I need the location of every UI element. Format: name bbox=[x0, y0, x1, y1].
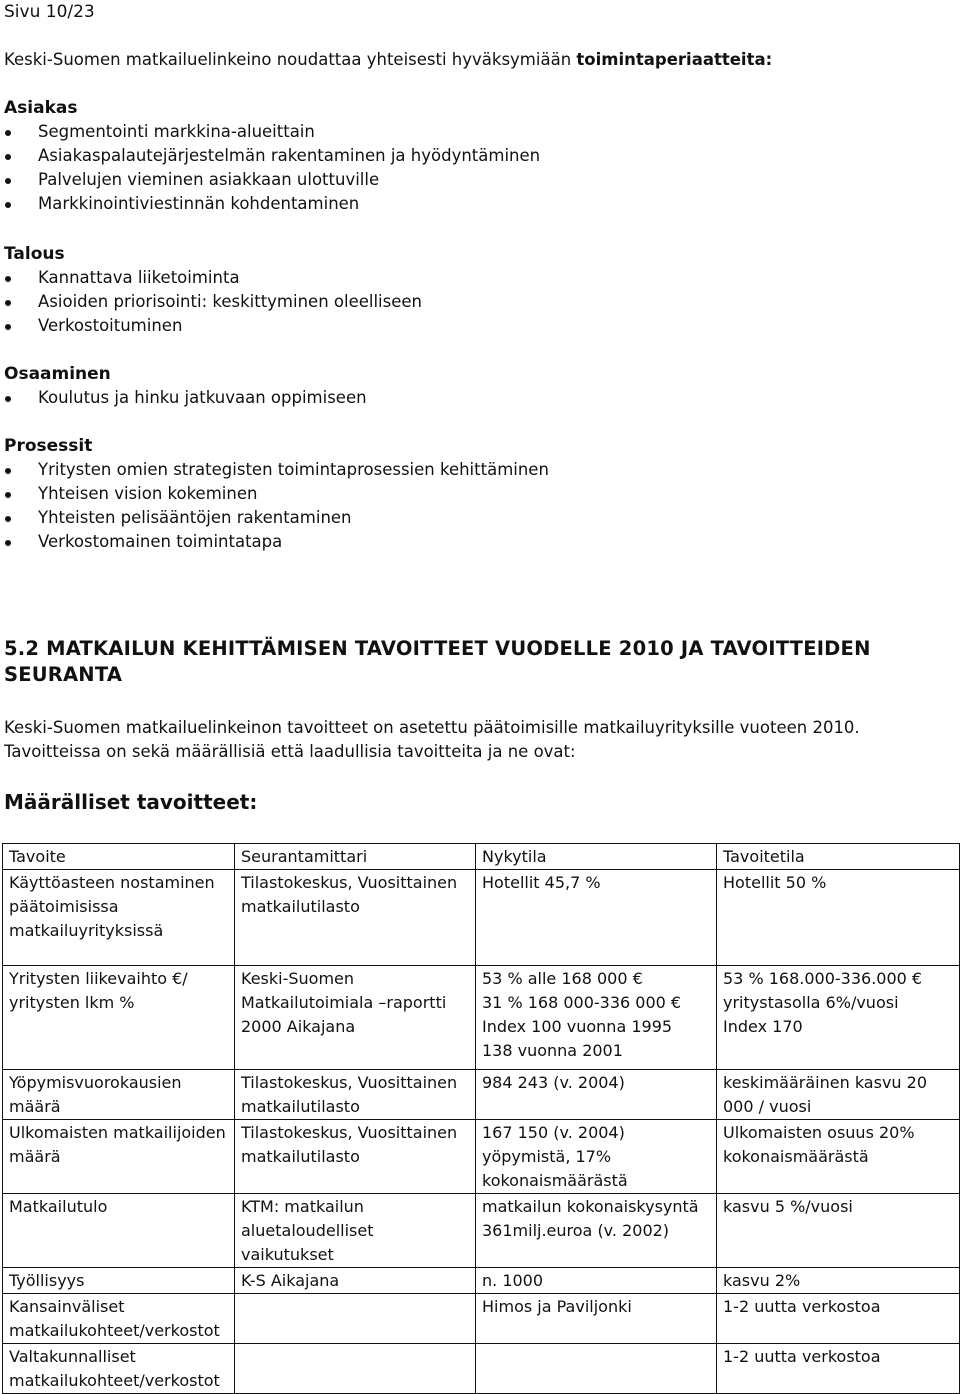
column-header: Seurantamittari bbox=[235, 844, 476, 870]
list-item: Asioiden priorisointi: keskittyminen oleelliseen bbox=[4, 290, 422, 314]
table-cell bbox=[476, 1344, 717, 1394]
table-cell: Yöpymisvuorokausien määrä bbox=[3, 1070, 235, 1120]
list-item: Palvelujen vieminen asiakkaan ulottuville bbox=[4, 168, 540, 192]
table-cell: Valtakunnalliset matkailukohteet/verkostot bbox=[3, 1344, 235, 1394]
column-header: Nykytila bbox=[476, 844, 717, 870]
table-cell: Käyttöasteen nostaminen päätoimisissa matkailuyrityksissä bbox=[3, 870, 235, 966]
table-row bbox=[3, 1268, 960, 1294]
body-paragraph: Keski-Suomen matkailuelinkeinon tavoitteet on asetettu päätoimisille matkailuyrityksille vuoteen 2010. Tavoitteissa on sekä määrällisiä että laadullisia tavoitteita ja ne ovat: bbox=[4, 718, 860, 761]
list-item: Yhteisten pelisääntöjen rakentaminen bbox=[4, 506, 549, 530]
list-item: Markkinointiviestinnän kohdentaminen bbox=[4, 192, 540, 216]
table-cell: 53 % 168.000-336.000 € yritystasolla 6%/vuosi Index 170 bbox=[717, 966, 960, 1070]
column-header: Tavoitetila bbox=[717, 844, 960, 870]
section-title: Prosessit bbox=[4, 436, 93, 456]
table-cell bbox=[235, 1344, 476, 1394]
table-cell: 53 % alle 168 000 € 31 % 168 000-336 000 € Index 100 vuonna 1995 138 vuonna 2001 bbox=[476, 966, 717, 1070]
table-cell: n. 1000 bbox=[476, 1268, 717, 1294]
table-cell: KTM: matkailun aluetaloudelliset vaikutukset bbox=[235, 1194, 476, 1268]
table-cell: Keski-Suomen Matkailutoimiala –raportti 2000 Aikajana bbox=[235, 966, 476, 1070]
table-cell: matkailun kokonaiskysyntä 361milj.euroa (v. 2002) bbox=[476, 1194, 717, 1268]
bullet-list bbox=[4, 120, 540, 216]
table-row bbox=[3, 1294, 960, 1344]
table-cell bbox=[235, 1294, 476, 1344]
table-cell: kasvu 5 %/vuosi bbox=[717, 1194, 960, 1268]
intro-bold: toimintaperiaatteita: bbox=[576, 50, 773, 69]
table-cell: Hotellit 50 % bbox=[717, 870, 960, 966]
intro-text: Keski-Suomen matkailuelinkeino noudattaa yhteisesti hyväksymiään bbox=[4, 50, 577, 69]
section-osaaminen bbox=[4, 362, 367, 410]
section-prosessit bbox=[4, 434, 549, 554]
table-row bbox=[3, 1344, 960, 1394]
table-cell: Himos ja Paviljonki bbox=[476, 1294, 717, 1344]
list-item: Verkostomainen toimintatapa bbox=[4, 530, 549, 554]
table-cell: Tilastokeskus, Vuosittainen matkailutilasto bbox=[235, 1070, 476, 1120]
table-cell: 1-2 uutta verkostoa bbox=[717, 1294, 960, 1344]
page-number: Sivu 10/23 bbox=[4, 2, 95, 22]
table-cell: 1-2 uutta verkostoa bbox=[717, 1344, 960, 1394]
table-cell: Yritysten liikevaihto €/ yritysten lkm % bbox=[3, 966, 235, 1070]
table-header-row bbox=[3, 844, 960, 870]
list-item: Koulutus ja hinku jatkuvaan oppimiseen bbox=[4, 386, 367, 410]
list-item: Segmentointi markkina-alueittain bbox=[4, 120, 540, 144]
section-asiakas bbox=[4, 96, 540, 216]
table-cell: 984 243 (v. 2004) bbox=[476, 1070, 717, 1120]
list-item: Verkostoituminen bbox=[4, 314, 422, 338]
table-row bbox=[3, 870, 960, 966]
list-item: Kannattava liiketoiminta bbox=[4, 266, 422, 290]
table-row bbox=[3, 1070, 960, 1120]
goals-table bbox=[2, 843, 960, 1394]
list-item: Yhteisen vision kokeminen bbox=[4, 482, 549, 506]
bullet-list bbox=[4, 386, 367, 410]
table-cell: kasvu 2% bbox=[717, 1268, 960, 1294]
section-heading: 5.2 MATKAILUN KEHITTÄMISEN TAVOITTEET VUODELLE 2010 JA TAVOITTEIDEN SEURANTA bbox=[4, 637, 871, 686]
table-cell: Tilastokeskus, Vuosittainen matkailutilasto bbox=[235, 870, 476, 966]
table-cell: keskimääräinen kasvu 20 000 / vuosi bbox=[717, 1070, 960, 1120]
section-title: Talous bbox=[4, 244, 65, 264]
table-cell: Ulkomaisten osuus 20% kokonaismäärästä bbox=[717, 1120, 960, 1194]
subheading: Määrälliset tavoitteet: bbox=[4, 790, 258, 814]
bullet-list bbox=[4, 266, 422, 338]
list-item: Asiakaspalautejärjestelmän rakentaminen ja hyödyntäminen bbox=[4, 144, 540, 168]
table-cell: 167 150 (v. 2004) yöpymistä, 17% kokonaismäärästä bbox=[476, 1120, 717, 1194]
table-cell: Kansainväliset matkailukohteet/verkostot bbox=[3, 1294, 235, 1344]
table-cell: Matkailutulo bbox=[3, 1194, 235, 1268]
table-cell: Hotellit 45,7 % bbox=[476, 870, 717, 966]
table-row bbox=[3, 1120, 960, 1194]
bullet-list bbox=[4, 458, 549, 554]
section-talous bbox=[4, 242, 422, 338]
column-header: Tavoite bbox=[3, 844, 235, 870]
intro-line bbox=[4, 50, 772, 69]
table-row bbox=[3, 966, 960, 1070]
section-title: Osaaminen bbox=[4, 364, 111, 384]
table-cell: Työllisyys bbox=[3, 1268, 235, 1294]
list-item: Yritysten omien strategisten toimintaprosessien kehittäminen bbox=[4, 458, 549, 482]
table-cell: Ulkomaisten matkailijoiden määrä bbox=[3, 1120, 235, 1194]
section-title: Asiakas bbox=[4, 98, 78, 118]
table-row bbox=[3, 1194, 960, 1268]
table-cell: K-S Aikajana bbox=[235, 1268, 476, 1294]
table-cell: Tilastokeskus, Vuosittainen matkailutilasto bbox=[235, 1120, 476, 1194]
